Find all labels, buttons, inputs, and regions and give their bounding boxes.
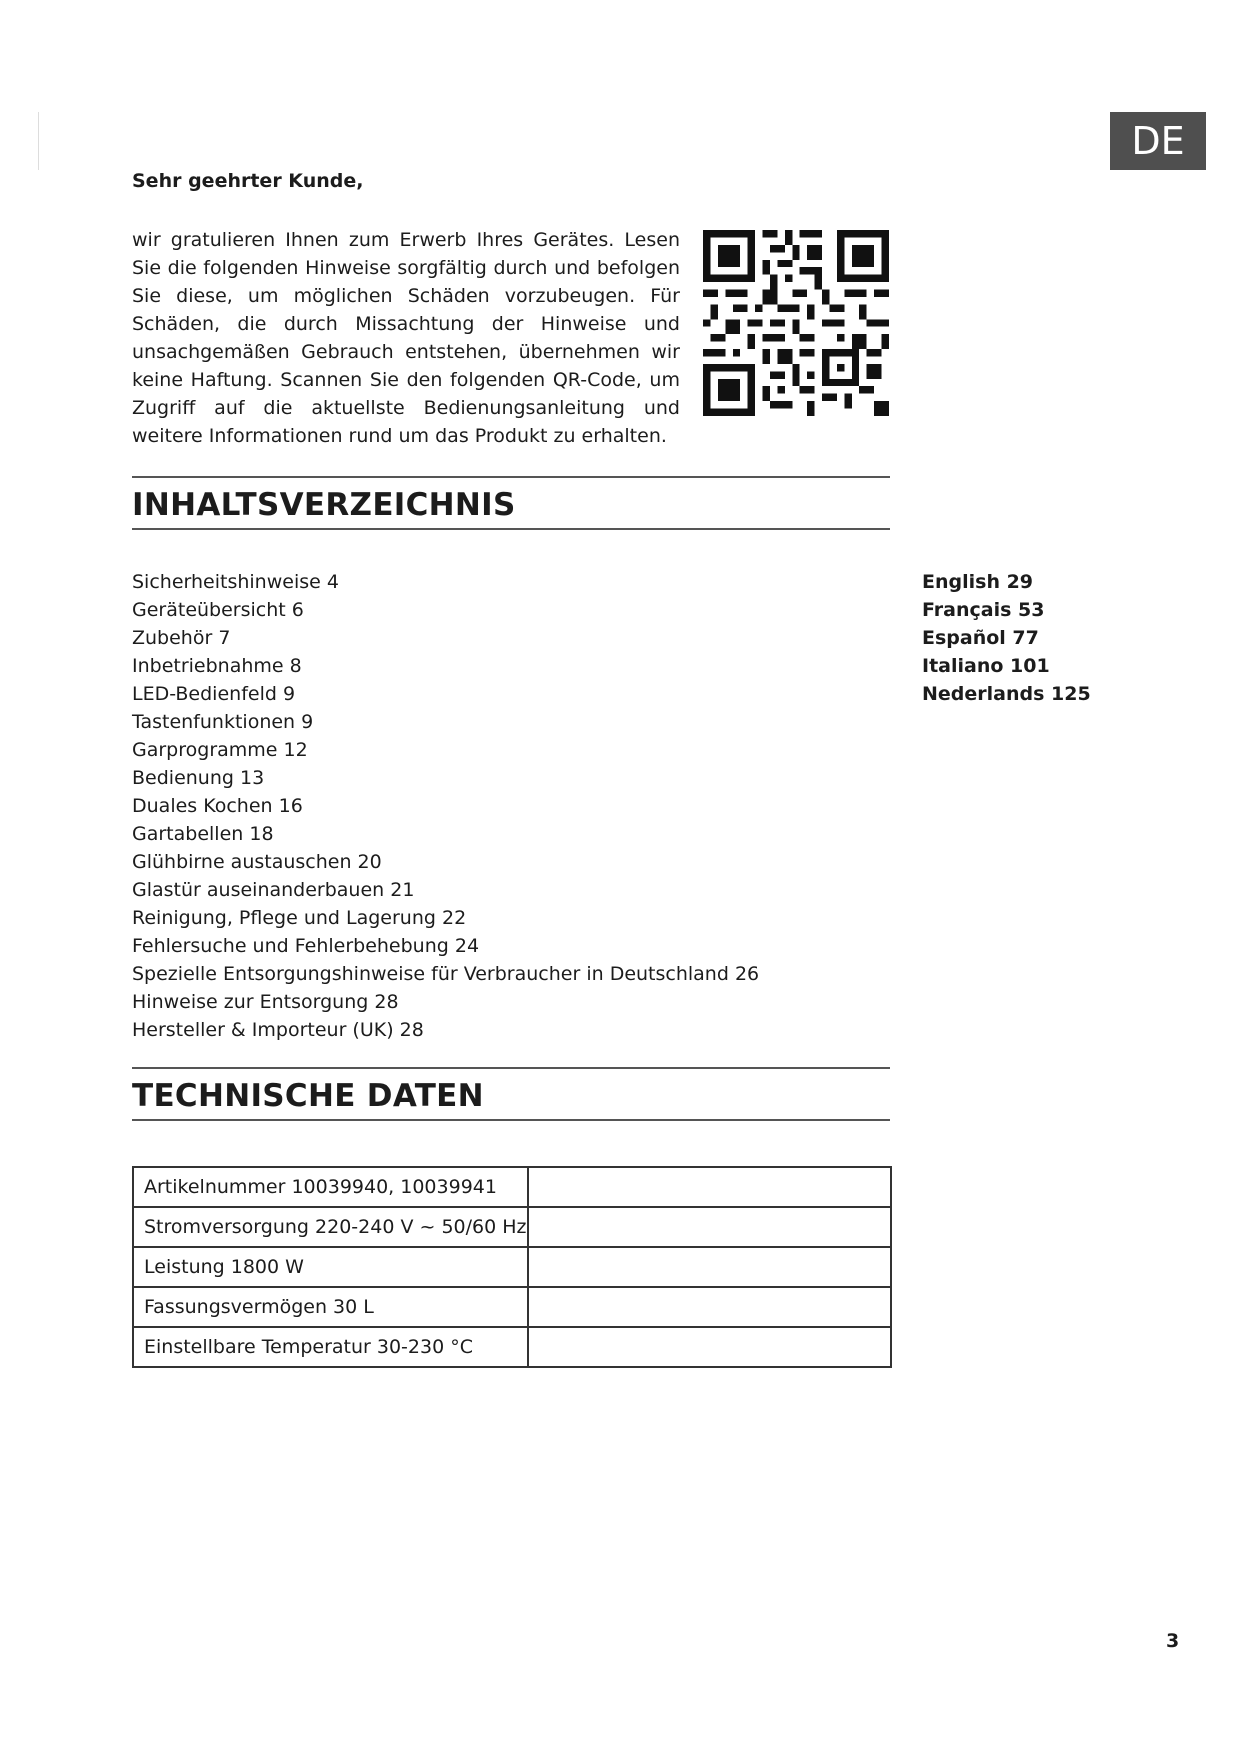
spec-value	[528, 1327, 891, 1367]
toc-item[interactable]: Reinigung, Pflege und Lagerung 22	[132, 907, 467, 929]
page-number: 3	[1166, 1630, 1180, 1652]
language-link-english[interactable]: English 29	[922, 571, 1034, 593]
table-row	[133, 1247, 891, 1287]
language-tag: DE	[1110, 112, 1206, 170]
toc-item[interactable]: Fehlersuche und Fehlerbehebung 24	[132, 935, 480, 957]
spec-value	[528, 1167, 891, 1207]
specs-rule-top	[132, 1067, 890, 1069]
spec-label: Einstellbare Temperatur 30-230 °C	[133, 1327, 528, 1367]
specs-table	[132, 1166, 892, 1368]
spec-value	[528, 1207, 891, 1247]
toc-list	[132, 568, 759, 1044]
toc-item[interactable]: Zubehör 7	[132, 627, 231, 649]
toc-item[interactable]: Duales Kochen 16	[132, 795, 303, 817]
language-link-nederlands[interactable]: Nederlands 125	[922, 683, 1091, 705]
spec-label: Artikelnummer 10039940, 10039941	[133, 1167, 528, 1207]
toc-item[interactable]: Gartabellen 18	[132, 823, 274, 845]
spec-label: Fassungsvermögen 30 L	[133, 1287, 528, 1327]
toc-item[interactable]: Hinweise zur Entsorgung 28	[132, 991, 399, 1013]
toc-item[interactable]: Garprogramme 12	[132, 739, 308, 761]
language-link-espanol[interactable]: Español 77	[922, 627, 1039, 649]
toc-item[interactable]: Tastenfunktionen 9	[132, 711, 314, 733]
toc-item[interactable]: Spezielle Entsorgungshinweise für Verbraucher in Deutschland 26	[132, 963, 760, 985]
language-index	[922, 568, 1091, 708]
table-row	[133, 1327, 891, 1367]
toc-item[interactable]: Hersteller & Importeur (UK) 28	[132, 1019, 424, 1041]
toc-rule-bottom	[132, 528, 890, 530]
table-row	[133, 1287, 891, 1327]
toc-item[interactable]: Inbetriebnahme 8	[132, 655, 302, 677]
table-row	[133, 1167, 891, 1207]
specs-heading: TECHNISCHE DATEN	[132, 1078, 484, 1114]
specs-rule-bottom	[132, 1119, 890, 1121]
toc-item[interactable]: Bedienung 13	[132, 767, 265, 789]
toc-rule-top	[132, 476, 890, 478]
toc-item[interactable]: Glühbirne austauschen 20	[132, 851, 382, 873]
greeting: Sehr geehrter Kunde,	[132, 170, 364, 192]
toc-item[interactable]: LED-Bedienfeld 9	[132, 683, 296, 705]
toc-item[interactable]: Glastür auseinanderbauen 21	[132, 879, 415, 901]
toc-item[interactable]: Geräteübersicht 6	[132, 599, 304, 621]
language-link-italiano[interactable]: Italiano 101	[922, 655, 1050, 677]
table-row	[133, 1207, 891, 1247]
language-link-francais[interactable]: Français 53	[922, 599, 1045, 621]
spec-value	[528, 1247, 891, 1287]
intro-paragraph: wir gratulieren Ihnen zum Erwerb Ihres Gerätes. Lesen Sie die folgenden Hinweise sorgfältig durch und befolgen Sie diese, um möglichen Schäden vorzubeugen. Für Schäden, die durch Missachtung der Hinweise und unsachgemäßen Gebrauch entstehen, übernehmen wir keine Haftung. Scannen Sie den folgenden QR-Code, um Zugriff auf die aktuellste Bedienungsanleitung und weitere Informationen rund um das Produkt zu erhalten.	[132, 229, 680, 447]
spec-value	[528, 1287, 891, 1327]
toc-item[interactable]: Sicherheitshinweise 4	[132, 571, 339, 593]
spec-label: Stromversorgung 220-240 V ~ 50/60 Hz	[133, 1207, 528, 1247]
toc-heading: INHALTSVERZEICHNIS	[132, 487, 516, 523]
margin-line	[38, 112, 39, 170]
qr-code-icon[interactable]	[703, 230, 889, 416]
spec-label: Leistung 1800 W	[133, 1247, 528, 1287]
